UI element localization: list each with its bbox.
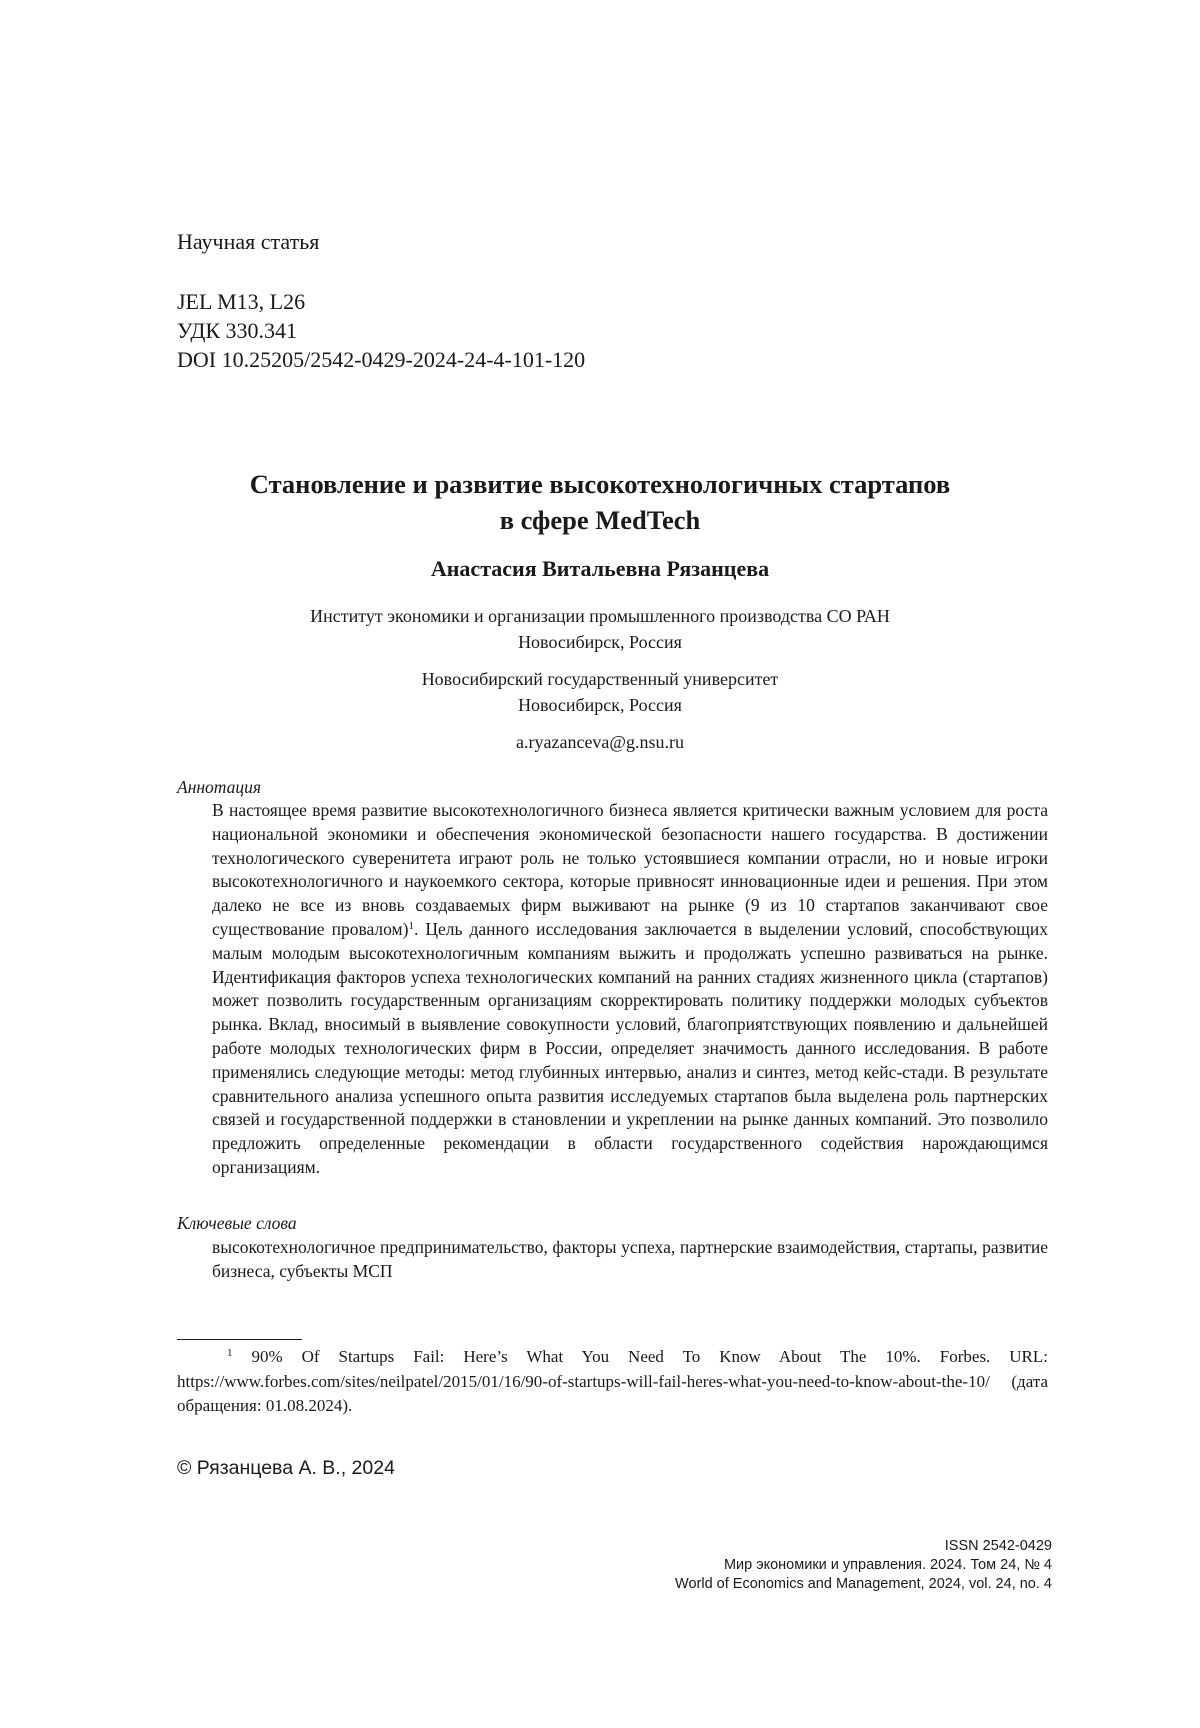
- jel-code: JEL M13, L26: [177, 289, 306, 314]
- abstract-label: Аннотация: [177, 777, 262, 797]
- article-title: [150, 466, 1050, 538]
- affiliation-city: Новосибирск, Россия: [518, 695, 682, 715]
- title-line-1: Становление и развитие высокотехнологичных стартапов: [249, 469, 951, 499]
- affiliation-institution: Институт экономики и организации промышленного производства СО РАН: [310, 606, 890, 626]
- keywords-text: высокотехнологичное предпринимательство, факторы успеха, партнерские взаимодействия, стартапы, развитие бизнеса, субъекты МСП: [212, 1237, 1048, 1281]
- footnote-text: 90% Of Startups Fail: Here’s What You Need To Know About The 10%. Forbes. URL: https://www.forbes.com/sites/neilpatel/2015/01/16/90-of-startups-will-fail-heres-what-you-need-to-know-about-the-10/ (дата обращения: 01.08.2024).: [177, 1347, 1048, 1415]
- footnote-mark: 1: [227, 1347, 233, 1359]
- footnote: [177, 1345, 1048, 1419]
- article-type: Научная статья: [177, 229, 320, 254]
- title-line-2: в сфере MedTech: [499, 505, 701, 535]
- copyright: © Рязанцева А. В., 2024: [177, 1457, 395, 1479]
- author-name: Анастасия Витальевна Рязанцева: [430, 556, 770, 581]
- keywords-label: Ключевые слова: [177, 1213, 297, 1233]
- affiliation-city: Новосибирск, Россия: [518, 632, 682, 652]
- abstract-text: [212, 799, 1048, 1180]
- journal-issn: ISSN 2542-0429: [944, 1538, 1052, 1554]
- journal-title-en: World of Economics and Management, 2024, vol. 24, no. 4: [675, 1576, 1052, 1592]
- udk-code: УДК 330.341: [177, 318, 298, 343]
- abstract-text-part-2: . Цель данного исследования заключается в выделении условий, способствующих малым молодым высокотехнологичным компаниям выжить и продолжать успешно развиваться на рынке. Идентификация факторов успеха технологических компаний на ранних стадиях жизненного цикла (стартапов) может позволить государственным организациям скорректировать политику поддержки молодых субъектов рынка. Вклад, вносимый в выявление совокупности условий, благоприятствующих появлению и дальнейшей работе молодых технологических фирм в России, определяет значимость данного исследования. В работе применялись следующие методы: метод глубинных интервью, анализ и синтез, метод кейс-стади. В результате сравнительного анализа успешного опыта развития исследуемых стартапов была выделена роль партнерских связей и государственной поддержки в становлении и укреплении на рынке данных компаний. Это позволило предложить определенные рекомендации в области государственного содействия нарождающимся организациям.: [212, 918, 1048, 1177]
- affiliation-institution: Новосибирский государственный университет: [421, 669, 779, 689]
- journal-info: [675, 1537, 1052, 1594]
- affiliation-2: [150, 666, 1050, 718]
- author-email: a.ryazanceva@g.nsu.ru: [516, 732, 684, 752]
- journal-title-ru: Мир экономики и управления. 2024. Том 24, № 4: [723, 1557, 1052, 1573]
- affiliation-1: [150, 603, 1050, 655]
- abstract-text-part-1: В настоящее время развитие высокотехнологичного бизнеса является критически важным условием для роста национальной экономики и обеспечения экономической безопасности нашего государства. В достижении технологического суверенитета играют роль не только устоявшиеся компании отрасли, но и новые игроки высокотехнологичного и наукоемкого сектора, которые привносят инновационные идеи и решения. При этом далеко не все из вновь создаваемых фирм выживают на рынке (9 из 10 стартапов заканчивают свое существование провалом): [212, 800, 1048, 939]
- footnote-reference: 1: [408, 919, 414, 932]
- footnote-divider: [177, 1339, 302, 1340]
- doi: DOI 10.25205/2542-0429-2024-24-4-101-120: [177, 347, 586, 372]
